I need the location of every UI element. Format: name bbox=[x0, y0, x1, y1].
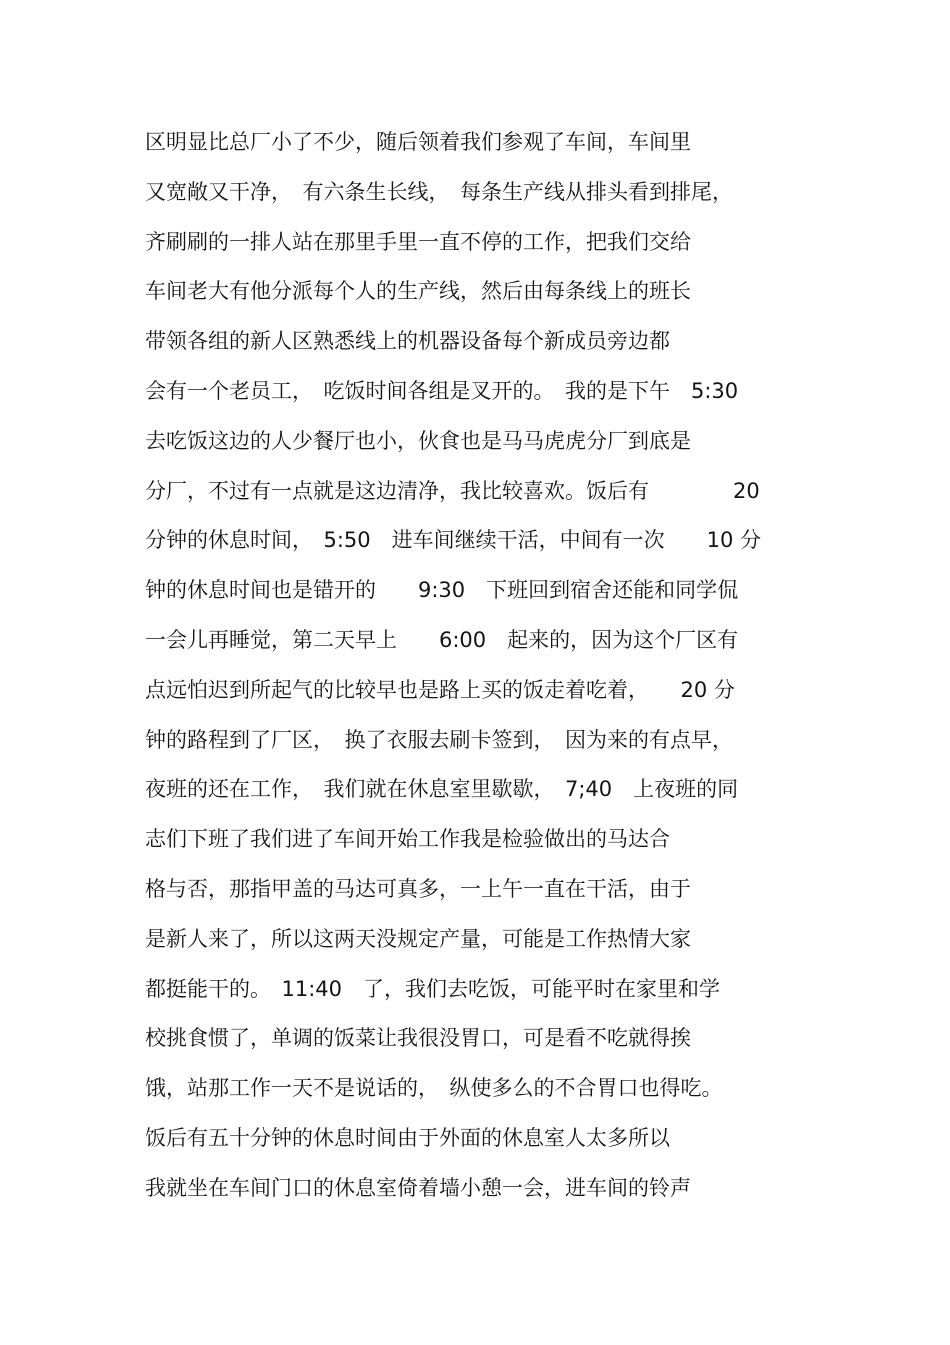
text-line-11: 一会儿再睡觉，第二天早上 6:00 起来的，因为这个厂区有 bbox=[145, 627, 739, 652]
text-line-15: 志们下班了我们进了车间开始工作我是检验做出的马达合 bbox=[145, 827, 670, 852]
text-line-19: 校挑食惯了，单调的饭菜让我很没胃口，可是看不吃就得挨 bbox=[145, 1026, 691, 1051]
text-line-5: 带领各组的新人区熟悉线上的机器设备每个新成员旁边都 bbox=[145, 329, 670, 354]
text-line-20: 饿，站那工作一天不是说话的， 纵使多么的不合胃口也得吃。 bbox=[145, 1076, 723, 1101]
text-line-9: 分钟的休息时间， 5:50 进车间继续干活，中间有一次 10 分 bbox=[145, 528, 762, 553]
text-line-21: 饭后有五十分钟的休息时间由于外面的休息室人太多所以 bbox=[145, 1125, 670, 1150]
text-line-3: 齐刷刷的一排人站在那里手里一直不停的工作，把我们交给 bbox=[145, 229, 691, 254]
text-line-16: 格与否，那指甲盖的马达可真多，一上午一直在干活，由于 bbox=[145, 876, 691, 901]
text-line-1: 区明显比总厂小了不少，随后领着我们参观了车间，车间里 bbox=[145, 130, 691, 154]
text-line-13: 钟的路程到了厂区， 换了衣服去刷卡签到， 因为来的有点早， bbox=[145, 727, 733, 752]
text-line-14: 夜班的还在工作， 我们就在休息室里歇歇， 7;40 上夜班的同 bbox=[145, 777, 739, 802]
text-line-8: 分厂，不过有一点就是这边清净，我比较喜欢。饭后有 20 bbox=[145, 478, 760, 503]
text-line-10: 钟的休息时间也是错开的 9:30 下班回到宿舍还能和同学侃 bbox=[145, 578, 739, 603]
text-line-7: 去吃饭这边的人少餐厅也小，伙食也是马马虎虎分厂到底是 bbox=[145, 428, 691, 453]
text-line-6: 会有一个老员工， 吃饭时间各组是叉开的。 我的是下午 5:30 bbox=[145, 378, 739, 403]
text-line-22: 我就坐在车间门口的休息室倚着墙小憩一会，进车间的铃声 bbox=[145, 1175, 691, 1200]
text-line-4: 车间老大有他分派每个人的生产线，然后由每条线上的班长 bbox=[145, 279, 691, 304]
text-line-12: 点远怕迟到所起气的比较早也是路上买的饭走着吃着， 20 分 bbox=[145, 677, 735, 702]
text-line-17: 是新人来了，所以这两天没规定产量，可能是工作热情大家 bbox=[145, 926, 691, 951]
text-line-2: 又宽敞又干净， 有六条生长线， 每条生产线从排头看到排尾， bbox=[145, 179, 733, 204]
text-line-18: 都挺能干的。 11:40 了，我们去吃饭，可能平时在家里和学 bbox=[145, 976, 721, 1001]
body-text bbox=[145, 120, 825, 1216]
